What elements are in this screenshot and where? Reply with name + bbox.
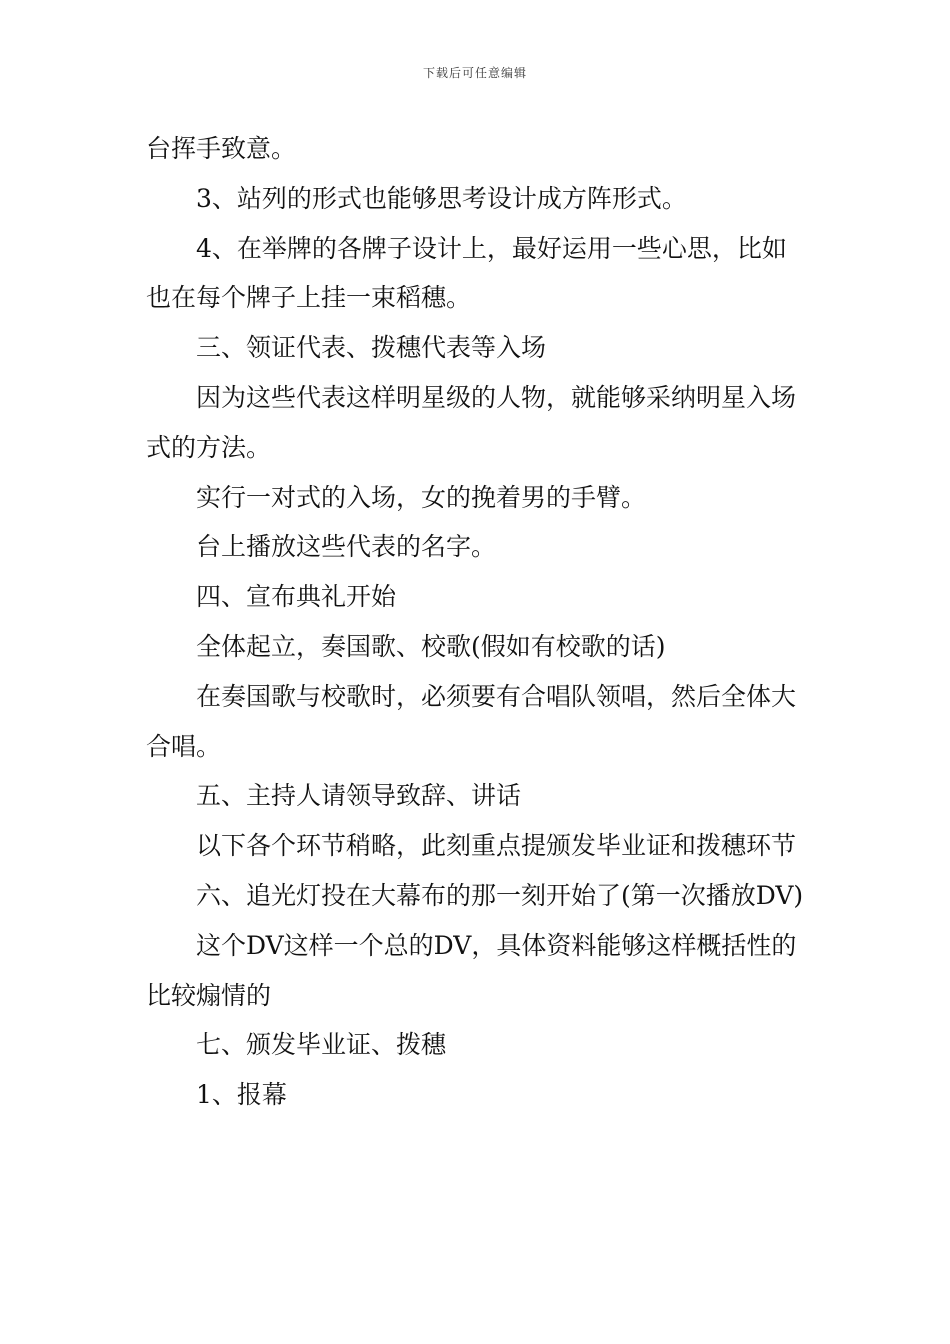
paragraph: 在奏国歌与校歌时，必须要有合唱队领唱，然后全体大合唱。: [146, 681, 797, 761]
section-heading: 四、宣布典礼开始: [196, 582, 397, 612]
section-heading: 五、主持人请领导致辞、讲话: [196, 781, 522, 811]
paragraph: 台上播放这些代表的名字。: [196, 532, 497, 562]
paragraph: 1、报幕: [196, 1080, 287, 1110]
page-header: 下载后可任意编辑: [422, 66, 527, 80]
paragraph: 以下各个环节稍略，此刻重点提颁发毕业证和拨穗环节: [196, 831, 797, 861]
paragraph: 4、在举牌的各牌子设计上，最好运用一些心思，比如也在每个牌子上挂一束稻穗。: [146, 233, 787, 313]
section-heading: 三、领证代表、拨穗代表等入场: [196, 333, 547, 363]
paragraph: 全体起立，奏国歌、校歌(假如有校歌的话): [196, 631, 666, 661]
paragraph: 3、站列的形式也能够思考设计成方阵形式。: [196, 183, 687, 213]
section-heading: 六、追光灯投在大幕布的那一刻开始了(第一次播放DV): [196, 880, 804, 910]
paragraph: 因为这些代表这样明星级的人物，就能够采纳明星入场式的方法。: [146, 382, 797, 462]
section-heading: 七、颁发毕业证、拨穗: [196, 1030, 447, 1060]
document-body: [146, 124, 808, 1120]
paragraph: 这个DV这样一个总的DV，具体资料能够这样概括性的比较煽情的: [146, 930, 797, 1010]
paragraph: 实行一对式的入场，女的挽着男的手臂。: [196, 482, 647, 512]
paragraph: 台挥手致意。: [146, 134, 297, 163]
